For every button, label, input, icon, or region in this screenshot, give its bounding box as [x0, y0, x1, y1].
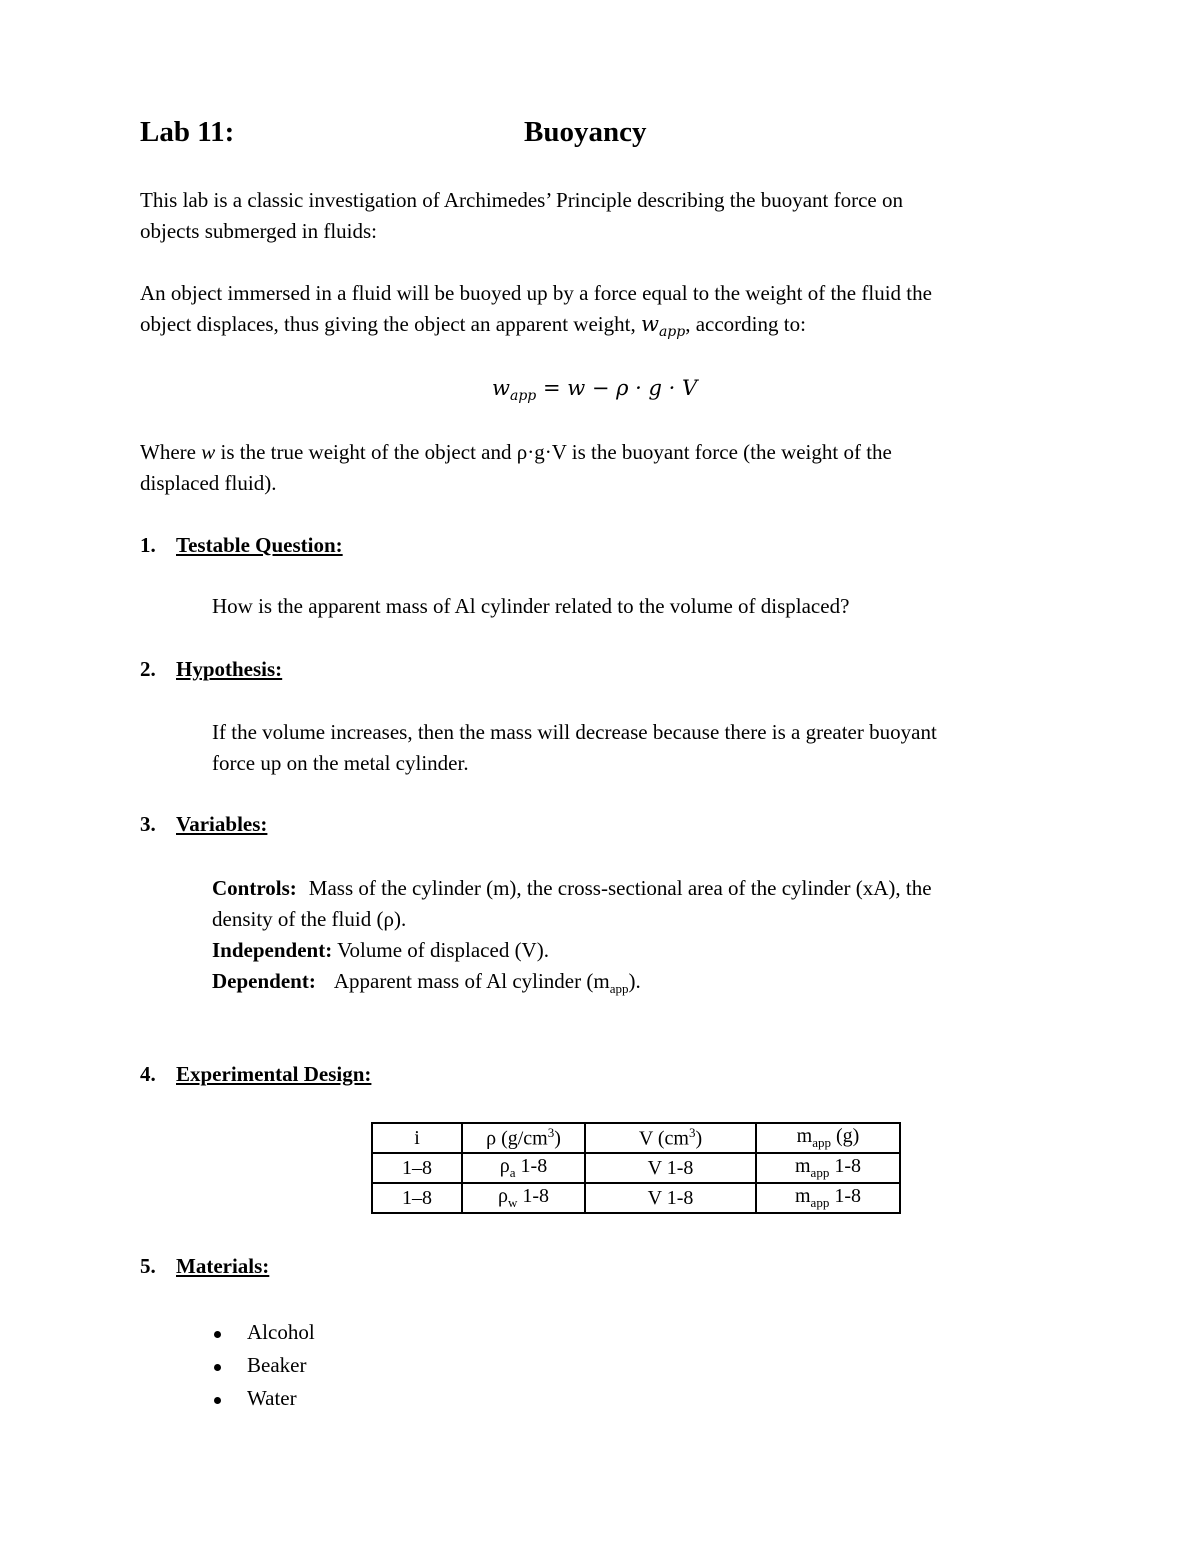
table-row: 1–8 $\rho_w$ 1-8 V 1-8 $m_{app}$ 1-8 — [372, 1183, 900, 1213]
controls-line: Controls: Mass of the cylinder (m), the cross-sectional area of the cylinder (xA), the — [212, 876, 932, 900]
section-variables-heading: 3. Variables: — [140, 812, 268, 836]
header-cell-density: ρ $(g/cm^3)$ — [462, 1123, 585, 1153]
buoyancy-equation: $w_{app} = w - \rho \cdot g \cdot V$ — [492, 376, 698, 405]
table-header-row — [372, 1123, 900, 1153]
lab-number: Lab 11: — [140, 116, 235, 148]
bullet-icon — [214, 1331, 221, 1338]
section-materials-heading: 5. Materials: — [140, 1254, 270, 1278]
hypothesis-text: If the volume increases, then the mass will decrease because there is a greater buoyant force up on the metal cylinder. — [212, 720, 937, 775]
dependent-line: Dependent: Apparent mass of Al cylinder $(m_{app})$. — [212, 969, 641, 997]
list-item: Alcohol — [214, 1316, 315, 1349]
section-testable-question-heading: 1. Testable Question: — [140, 533, 343, 557]
table-row: 1–8 $\rho_a$ 1-8 V 1-8 $m_{app}$ 1-8 — [372, 1153, 900, 1183]
experimental-design-table — [371, 1122, 901, 1214]
header-cell-volume: V $(cm^3)$ — [585, 1123, 756, 1153]
list-item: Water — [214, 1382, 315, 1415]
materials-list — [214, 1316, 315, 1415]
header-cell-i: i — [372, 1123, 462, 1153]
bullet-icon — [214, 1397, 221, 1404]
independent-line: Independent: Volume of displaced (V). — [212, 938, 549, 962]
list-item: Beaker — [214, 1349, 315, 1382]
variables-block: Controls: Mass of the cylinder (m), the cross-sectional area of the cylinder (xA), the density of the fluid (ρ). Independent: Volume of displaced (V). Dependent: Apparent mass of Al cylinder $(m_{app})$. — [212, 873, 932, 1004]
principle-paragraph: An object immersed in a fluid will be buoyed up by a force equal to the weight of the fluid the object displaces, thus giving the object an apparent weight, $w_{app}$, according to: — [140, 281, 932, 341]
header-cell-apparent-mass: $m_{app}$ (g) — [756, 1123, 900, 1153]
section-experimental-design-heading: 4. Experimental Design: — [140, 1062, 372, 1086]
w-app-symbol: $w_{app}$ — [640, 312, 686, 341]
testable-question-text: How is the apparent mass of Al cylinder related to the volume of displaced? — [212, 594, 850, 618]
intro-paragraph: This lab is a classic investigation of Archimedes’ Principle describing the buoyant force on objects submerged in fluids: — [140, 188, 903, 243]
section-hypothesis-heading: 2. Hypothesis: — [140, 657, 283, 681]
where-paragraph: Where w is the true weight of the object and ρ·g·V is the buoyant force (the weight of the displaced fluid). — [140, 440, 892, 495]
bullet-icon — [214, 1364, 221, 1371]
page-title: Buoyancy — [524, 116, 647, 148]
